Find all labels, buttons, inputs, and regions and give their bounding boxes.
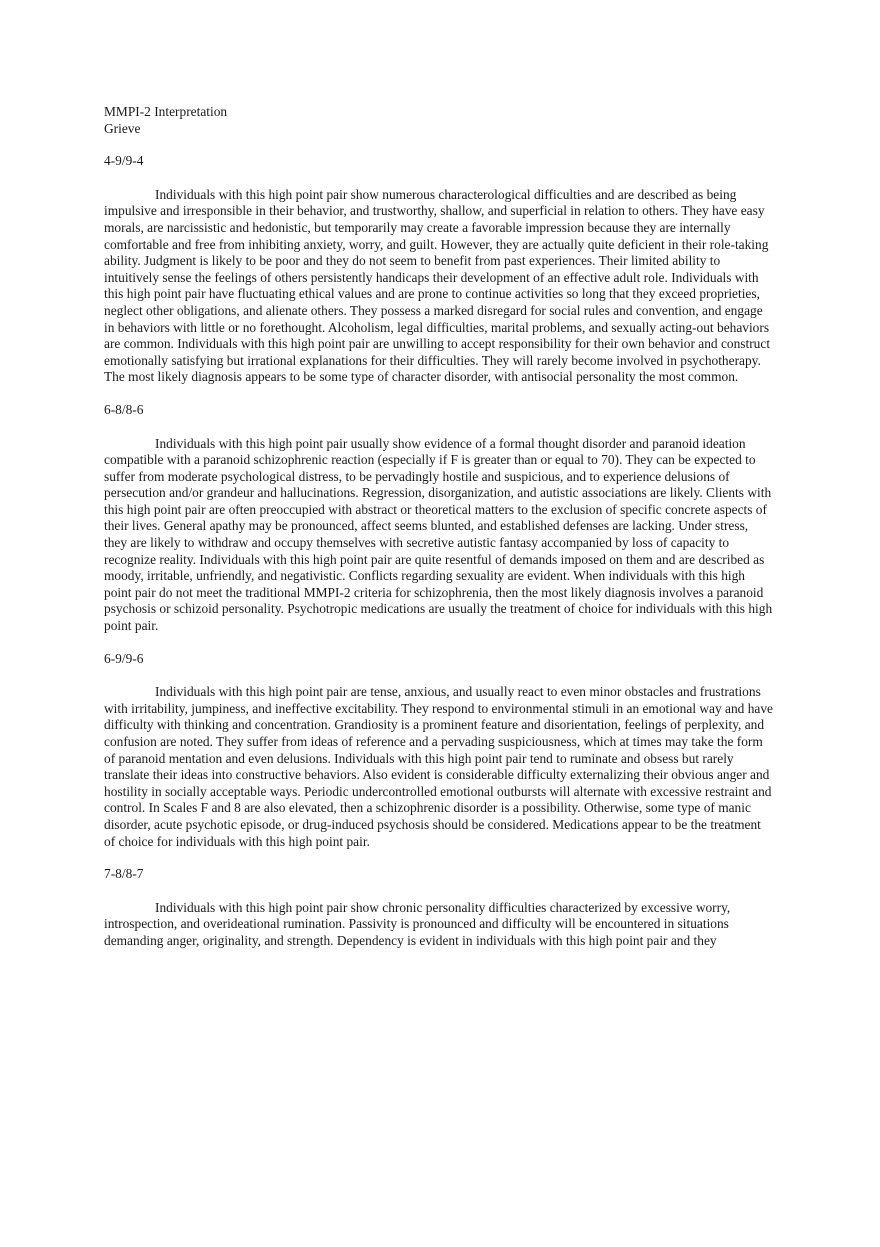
section-paragraph: Individuals with this high point pair show chronic personality difficulties characterized by excessive worry, introspection, and overideational rumination. Passivity is pronounced and difficulty will be encountered in situations demanding anger, originality, and strength. Dependency is evident in individuals with this high point pair and they <box>104 899 731 948</box>
document-title: MMPI-2 Interpretation <box>104 104 228 119</box>
section-paragraph: Individuals with this high point pair show numerous characterological difficulties and are described as being impulsive and irresponsible in their behavior, and trustworthy, shallow, and superficial in relation to others. They have easy morals, are narcissistic and hedonistic, but temporarily may create a favorable impression because they are internally comfortable and free from inhibiting anxiety, worry, and guilt. However, they are actually quite deficient in their role-taking ability. Judgment is likely to be poor and they do not seem to benefit from past experiences. Their limited ability to intuitively sense the feelings of others persistently handicaps their development of an effective adult role. Individuals with this high point pair have fluctuating ethical values and are prone to continue activities so long that they exceed proprieties, neglect other obligations, and alienate others. They possess a marked disregard for social rules and convention, and engage in behaviors with little or no forethought. Alcoholism, legal difficulties, marital problems, and sexually acting-out behaviors are common. Individuals with this high point pair are unwilling to accept responsibility for their own behavior and construct emotionally satisfying but irrational explanations for their difficulties. They will rarely become involved in psychotherapy. The most likely diagnosis appears to be some type of character disorder, with antisocial personality the most common. <box>104 186 771 385</box>
document-page <box>104 104 774 950</box>
section-code: 4-9/9-4 <box>104 153 144 169</box>
section-code: 6-8/8-6 <box>104 401 144 417</box>
document-author: Grieve <box>104 120 141 136</box>
section-code: 6-9/9-6 <box>104 650 144 666</box>
section-paragraph: Individuals with this high point pair are tense, anxious, and usually react to even minor obstacles and frustrations with irritability, jumpiness, and ineffective excitability. They respond to environmental stimuli in an emotional way and have difficulty with thinking and concentration. Grandiosity is a prominent feature and disorientation, feelings of perplexity, and confusion are noted. They suffer from ideas of reference and a pervading suspiciousness, which at times may take the form of paranoid mentation and even delusions. Individuals with this high point pair tend to ruminate and obsess but rarely translate their ideas into constructive behaviors. Also evident is considerable difficulty externalizing their obvious anger and hostility in socially acceptable ways. Periodic undercontrolled emotional outbursts will alternate with excessive restraint and control. In Scales F and 8 are also elevated, then a schizophrenic disorder is a possibility. Otherwise, some type of manic disorder, acute psychotic episode, or drug-induced psychosis should be considered. Medications appear to be the treatment of choice for individuals with this high point pair. <box>104 684 774 849</box>
section-code: 7-8/8-7 <box>104 866 144 882</box>
section-paragraph: Individuals with this high point pair usually show evidence of a formal thought disorder and paranoid ideation compatible with a paranoid schizophrenic reaction (especially if F is greater than or equal to 70). They can be expected to suffer from moderate psychological distress, to be pervadingly hostile and suspicious, and to experience delusions of persecution and/or grandeur and hallucinations. Regression, disorganization, and autistic associations are likely. Clients with this high point pair are often preoccupied with abstract or theoretical matters to the exclusion of specific concrete aspects of their lives. General apathy may be pronounced, affect seems blunted, and established defenses are lacking. Under stress, they are likely to withdraw and occupy themselves with secretive autistic fantasy accompanied by loss of capacity to recognize reality. Individuals with this high point pair are quite resentful of demands imposed on them and are described as moody, irritable, unfriendly, and negativistic. Conflicts regarding sexuality are evident. When individuals with this high point pair do not meet the traditional MMPI-2 criteria for schizophrenia, then the most likely diagnosis involves a paranoid psychosis or schizoid personality. Psychotropic medications are usually the treatment of choice for individuals with this high point pair. <box>104 435 773 634</box>
